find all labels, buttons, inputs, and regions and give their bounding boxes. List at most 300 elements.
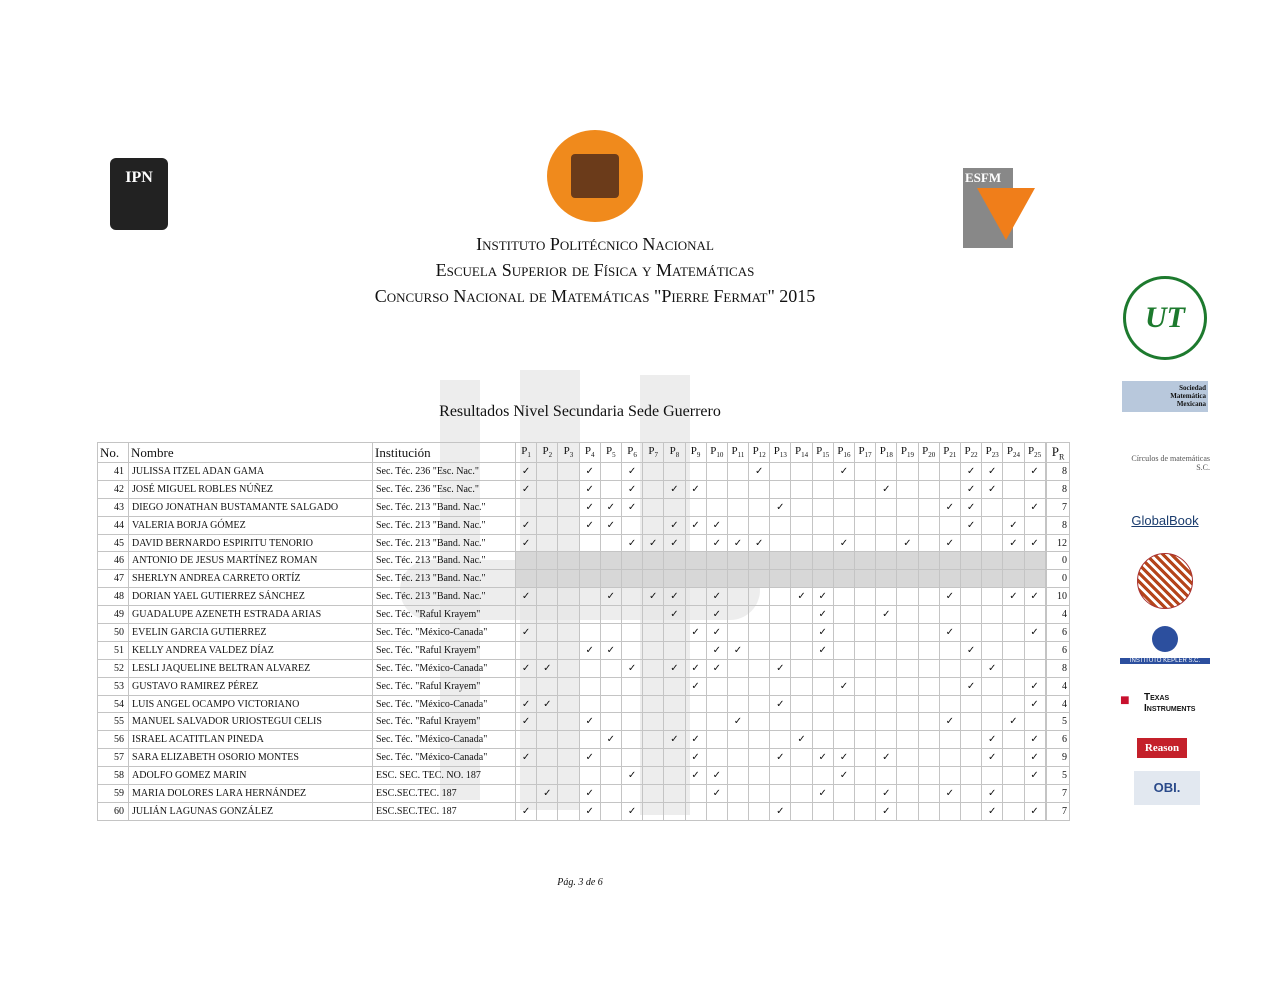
table-row [98, 463, 1046, 481]
problem-cell-p10 [706, 695, 727, 713]
problem-cell-p8 [664, 480, 685, 498]
problem-cell-p20 [918, 641, 939, 659]
problem-cell-p20 [918, 785, 939, 803]
problem-cell-p17 [855, 802, 876, 820]
p-label: P [773, 445, 780, 458]
problem-cell-p2 [537, 498, 558, 516]
page-number: Pág. 3 de 6 [557, 877, 603, 888]
check-icon: ✓ [606, 591, 616, 603]
problem-cell-p11 [727, 695, 748, 713]
problem-cell-p4 [579, 570, 600, 588]
p-index: 3 [569, 451, 574, 460]
p-label: P [627, 445, 634, 458]
check-icon: ✓ [776, 662, 785, 674]
problem-cell-p14 [791, 713, 812, 731]
problem-cell-p17 [855, 463, 876, 481]
problem-cell-p10 [706, 677, 727, 695]
problem-cell-p12 [749, 463, 770, 481]
problem-cell-p23 [982, 659, 1003, 677]
problem-cell-p2 [537, 785, 558, 803]
p-index: 19 [907, 451, 915, 460]
problem-cell-p5 [600, 785, 621, 803]
problem-cell-p19 [897, 480, 918, 498]
score-row [1047, 677, 1070, 695]
p-label: P [690, 445, 697, 458]
score-header-sub: R [1058, 452, 1065, 462]
score-value: 0 [1047, 552, 1070, 570]
p-index: 22 [970, 451, 978, 460]
problem-cell-p17 [855, 641, 876, 659]
problem-cell-p14 [791, 731, 812, 749]
problem-cell-p8 [664, 677, 685, 695]
problem-cell-p20 [918, 624, 939, 642]
problem-cell-p9 [685, 606, 706, 624]
check-icon: ✓ [543, 698, 552, 710]
problem-cell-p10 [706, 713, 727, 731]
column-header-p1 [516, 443, 537, 463]
problem-cell-p21 [939, 731, 960, 749]
problem-cell-p20 [918, 731, 939, 749]
esfm-logo-text: ESFM [965, 170, 1002, 185]
problem-cell-p6 [621, 624, 642, 642]
problem-cell-p4 [579, 463, 600, 481]
check-icon: ✓ [691, 483, 700, 495]
problem-cell-p8 [664, 641, 685, 659]
problem-cell-p18 [876, 749, 897, 767]
column-header-p2 [537, 443, 558, 463]
score-row [1047, 588, 1070, 606]
problem-cell-p1 [516, 588, 537, 606]
problem-cell-p1 [516, 570, 537, 588]
problem-cell-p9 [685, 659, 706, 677]
check-icon: ✓ [543, 787, 552, 799]
smm-logo: Sociedad Matemática Mexicana [1122, 381, 1208, 412]
problem-cell-p22 [960, 767, 981, 785]
problem-cell-p19 [897, 641, 918, 659]
problem-cell-p20 [918, 516, 939, 534]
problem-cell-p11 [727, 498, 748, 516]
problem-cell-p21 [939, 713, 960, 731]
problem-cell-p3 [558, 749, 579, 767]
problem-cell-p23 [982, 534, 1003, 552]
problem-cell-p16 [833, 534, 854, 552]
problem-cell-p23 [982, 677, 1003, 695]
kepler-logo [1120, 626, 1210, 664]
p-label: P [985, 445, 992, 458]
institution: ESC. SEC. TEC. NO. 187 [373, 767, 516, 785]
problem-cell-p15 [812, 498, 833, 516]
fermat-logo [547, 130, 643, 222]
table-row [98, 659, 1046, 677]
problem-cell-p22 [960, 749, 981, 767]
institution: Sec. Téc. 213 "Band. Nac." [373, 498, 516, 516]
problem-cell-p15 [812, 785, 833, 803]
score-row [1047, 534, 1070, 552]
problem-cell-p9 [685, 480, 706, 498]
problem-cell-p2 [537, 731, 558, 749]
check-icon: ✓ [670, 662, 679, 674]
check-icon: ✓ [1030, 770, 1039, 782]
problem-cell-p22 [960, 731, 981, 749]
problem-cell-p18 [876, 624, 897, 642]
problem-cell-p15 [812, 695, 833, 713]
problem-cell-p12 [749, 552, 770, 570]
score-value: 6 [1047, 731, 1070, 749]
problem-cell-p17 [855, 785, 876, 803]
student-name: ANTONIO DE JESUS MARTÍNEZ ROMAN [129, 552, 373, 570]
score-value: 8 [1047, 463, 1070, 481]
column-header-p19 [897, 443, 918, 463]
check-icon: ✓ [988, 662, 997, 674]
check-icon: ✓ [712, 644, 721, 656]
score-row [1047, 802, 1070, 820]
problem-cell-p8 [664, 767, 685, 785]
problem-cell-p3 [558, 659, 579, 677]
problem-cell-p12 [749, 767, 770, 785]
problem-cell-p24 [1003, 516, 1024, 534]
problem-cell-p11 [727, 767, 748, 785]
problem-cell-p14 [791, 624, 812, 642]
results-subtitle: Resultados Nivel Secundaria Sede Guerrero [439, 403, 721, 420]
problem-cell-p23 [982, 606, 1003, 624]
p-label: P [731, 445, 738, 458]
problem-cell-p2 [537, 749, 558, 767]
problem-cell-p25 [1024, 498, 1045, 516]
problem-cell-p12 [749, 749, 770, 767]
problem-cell-p5 [600, 534, 621, 552]
student-name: ADOLFO GOMEZ MARIN [129, 767, 373, 785]
check-icon: ✓ [712, 609, 721, 621]
column-header-p12 [749, 443, 770, 463]
check-icon: ✓ [1030, 591, 1039, 603]
p-index: 5 [612, 451, 616, 460]
problem-cell-p7 [643, 516, 664, 534]
problem-cell-p22 [960, 785, 981, 803]
problem-cell-p2 [537, 713, 558, 731]
problem-cell-p17 [855, 498, 876, 516]
problem-cell-p18 [876, 606, 897, 624]
problem-cell-p21 [939, 606, 960, 624]
problem-cell-p11 [727, 624, 748, 642]
row-number: 44 [98, 516, 129, 534]
p-index: 11 [737, 451, 745, 460]
problem-cell-p21 [939, 498, 960, 516]
problem-cell-p3 [558, 588, 579, 606]
problem-cell-p24 [1003, 480, 1024, 498]
row-number: 60 [98, 802, 129, 820]
problem-cell-p25 [1024, 659, 1045, 677]
check-icon: ✓ [627, 501, 637, 513]
check-icon: ✓ [1030, 805, 1039, 817]
problem-cell-p10 [706, 785, 727, 803]
problem-cell-p13 [770, 516, 791, 534]
problem-cell-p1 [516, 767, 537, 785]
score-value: 10 [1047, 588, 1070, 606]
check-icon: ✓ [585, 716, 594, 728]
problem-cell-p6 [621, 480, 642, 498]
problem-cell-p1 [516, 713, 537, 731]
check-icon: ✓ [521, 662, 531, 674]
header-line-contest: Concurso Nacional de Matemáticas "Pierre Fermat" 2015 [374, 286, 816, 306]
table-row [98, 677, 1046, 695]
problem-cell-p2 [537, 606, 558, 624]
problem-cell-p25 [1024, 713, 1045, 731]
problem-cell-p9 [685, 463, 706, 481]
p-label: P [563, 445, 570, 458]
problem-cell-p24 [1003, 731, 1024, 749]
problem-cell-p17 [855, 606, 876, 624]
problem-cell-p14 [791, 802, 812, 820]
problem-cell-p15 [812, 516, 833, 534]
check-icon: ✓ [670, 537, 679, 549]
row-number: 50 [98, 624, 129, 642]
row-number: 59 [98, 785, 129, 803]
problem-cell-p12 [749, 695, 770, 713]
problem-cell-p22 [960, 480, 981, 498]
institution: Sec. Téc. 236 "Esc. Nac." [373, 463, 516, 481]
problem-cell-p22 [960, 534, 981, 552]
score-row [1047, 641, 1070, 659]
problem-cell-p1 [516, 731, 537, 749]
table-row [98, 713, 1046, 731]
problem-cell-p4 [579, 695, 600, 713]
problem-cell-p2 [537, 677, 558, 695]
check-icon: ✓ [818, 591, 827, 603]
problem-cell-p8 [664, 802, 685, 820]
problem-cell-p4 [579, 802, 600, 820]
header-line-school: Escuela Superior de Física y Matemáticas [435, 260, 755, 280]
row-number: 55 [98, 713, 129, 731]
problem-cell-p24 [1003, 624, 1024, 642]
check-icon: ✓ [818, 609, 827, 621]
problem-cell-p13 [770, 463, 791, 481]
problem-cell-p1 [516, 677, 537, 695]
institution: Sec. Téc. "México-Canada" [373, 624, 516, 642]
problem-cell-p21 [939, 480, 960, 498]
table-row [98, 570, 1046, 588]
check-icon: ✓ [776, 752, 785, 764]
problem-cell-p25 [1024, 534, 1045, 552]
column-header-p23 [982, 443, 1003, 463]
institution: Sec. Téc. "México-Canada" [373, 659, 516, 677]
check-icon: ✓ [585, 465, 594, 477]
problem-cell-p25 [1024, 570, 1045, 588]
row-number: 49 [98, 606, 129, 624]
problem-cell-p20 [918, 534, 939, 552]
problem-cell-p8 [664, 552, 685, 570]
column-header-p7 [643, 443, 664, 463]
problem-cell-p11 [727, 677, 748, 695]
problem-cell-p25 [1024, 463, 1045, 481]
problem-cell-p12 [749, 624, 770, 642]
problem-cell-p13 [770, 552, 791, 570]
check-icon: ✓ [649, 591, 658, 603]
p-label: P [1028, 445, 1035, 458]
check-icon: ✓ [1030, 465, 1039, 477]
check-icon: ✓ [818, 626, 827, 638]
problem-cell-p15 [812, 749, 833, 767]
score-value: 8 [1047, 516, 1070, 534]
problem-cell-p2 [537, 767, 558, 785]
p-label: P [943, 445, 950, 458]
problem-cell-p19 [897, 516, 918, 534]
problem-cell-p2 [537, 641, 558, 659]
row-number: 54 [98, 695, 129, 713]
problem-cell-p18 [876, 516, 897, 534]
institution: Sec. Téc. "México-Canada" [373, 695, 516, 713]
check-icon: ✓ [988, 805, 997, 817]
check-icon: ✓ [1009, 519, 1018, 531]
problem-cell-p3 [558, 695, 579, 713]
row-number: 42 [98, 480, 129, 498]
check-icon: ✓ [882, 483, 891, 495]
check-icon: ✓ [945, 537, 955, 549]
problem-cell-p12 [749, 570, 770, 588]
problem-cell-p10 [706, 534, 727, 552]
score-value: 5 [1047, 713, 1070, 731]
problem-cell-p6 [621, 731, 642, 749]
check-icon: ✓ [606, 519, 616, 531]
problem-cell-p12 [749, 606, 770, 624]
check-icon: ✓ [521, 465, 531, 477]
problem-cell-p14 [791, 570, 812, 588]
score-row [1047, 463, 1070, 481]
column-header-p5 [600, 443, 621, 463]
problem-cell-p23 [982, 588, 1003, 606]
problem-cell-p20 [918, 677, 939, 695]
p-label: P [816, 445, 823, 458]
row-number: 53 [98, 677, 129, 695]
problem-cell-p14 [791, 498, 812, 516]
problem-cell-p13 [770, 767, 791, 785]
problem-cell-p16 [833, 606, 854, 624]
problem-cell-p4 [579, 606, 600, 624]
student-name: LESLI JAQUELINE BELTRAN ALVAREZ [129, 659, 373, 677]
check-icon: ✓ [945, 591, 955, 603]
table-row [98, 731, 1046, 749]
institution: ESC.SEC.TEC. 187 [373, 785, 516, 803]
row-number: 52 [98, 659, 129, 677]
problem-cell-p6 [621, 498, 642, 516]
problem-cell-p10 [706, 749, 727, 767]
problem-cell-p5 [600, 677, 621, 695]
problem-cell-p22 [960, 552, 981, 570]
problem-cell-p13 [770, 624, 791, 642]
score-table [1046, 442, 1070, 821]
problem-cell-p3 [558, 463, 579, 481]
column-header-p25 [1024, 443, 1045, 463]
problem-cell-p6 [621, 713, 642, 731]
problem-cell-p11 [727, 749, 748, 767]
problem-cell-p17 [855, 767, 876, 785]
column-header-p6 [621, 443, 642, 463]
check-icon: ✓ [691, 770, 700, 782]
check-icon: ✓ [1009, 591, 1018, 603]
problem-cell-p21 [939, 677, 960, 695]
problem-cell-p10 [706, 588, 727, 606]
problem-cell-p12 [749, 641, 770, 659]
score-row [1047, 516, 1070, 534]
problem-cell-p17 [855, 624, 876, 642]
problem-cell-p9 [685, 695, 706, 713]
problem-cell-p17 [855, 749, 876, 767]
problem-cell-p18 [876, 552, 897, 570]
problem-cell-p12 [749, 731, 770, 749]
problem-cell-p13 [770, 802, 791, 820]
check-icon: ✓ [754, 465, 764, 477]
problem-cell-p11 [727, 713, 748, 731]
problem-cell-p22 [960, 463, 981, 481]
check-icon: ✓ [945, 501, 955, 513]
problem-cell-p3 [558, 570, 579, 588]
problem-cell-p14 [791, 588, 812, 606]
problem-cell-p9 [685, 570, 706, 588]
check-icon: ✓ [1030, 752, 1039, 764]
problem-cell-p16 [833, 677, 854, 695]
problem-cell-p22 [960, 659, 981, 677]
problem-cell-p14 [791, 534, 812, 552]
score-value: 7 [1047, 802, 1070, 820]
problem-cell-p20 [918, 749, 939, 767]
p-index: 14 [801, 451, 809, 460]
problem-cell-p6 [621, 552, 642, 570]
check-icon: ✓ [903, 537, 912, 549]
table-row [98, 606, 1046, 624]
problem-cell-p12 [749, 802, 770, 820]
problem-cell-p13 [770, 641, 791, 659]
problem-cell-p11 [727, 731, 748, 749]
problem-cell-p24 [1003, 588, 1024, 606]
problem-cell-p19 [897, 463, 918, 481]
column-header-p16 [833, 443, 854, 463]
problem-cell-p11 [727, 641, 748, 659]
problem-cell-p9 [685, 677, 706, 695]
problem-cell-p5 [600, 659, 621, 677]
column-header-no: No. [98, 443, 129, 463]
problem-cell-p6 [621, 534, 642, 552]
problem-cell-p23 [982, 802, 1003, 820]
check-icon: ✓ [606, 734, 616, 746]
problem-cell-p6 [621, 695, 642, 713]
problem-cell-p8 [664, 606, 685, 624]
problem-cell-p20 [918, 570, 939, 588]
problem-cell-p15 [812, 659, 833, 677]
check-icon: ✓ [988, 787, 997, 799]
check-icon: ✓ [521, 537, 531, 549]
problem-cell-p23 [982, 767, 1003, 785]
score-value: 8 [1047, 480, 1070, 498]
problem-cell-p6 [621, 677, 642, 695]
row-number: 58 [98, 767, 129, 785]
problem-cell-p18 [876, 463, 897, 481]
student-name: DORIAN YAEL GUTIERREZ SÁNCHEZ [129, 588, 373, 606]
problem-cell-p10 [706, 552, 727, 570]
problem-cell-p21 [939, 534, 960, 552]
check-icon: ✓ [585, 519, 594, 531]
student-name: LUIS ANGEL OCAMPO VICTORIANO [129, 695, 373, 713]
check-icon: ✓ [1030, 626, 1039, 638]
check-icon: ✓ [691, 519, 700, 531]
institution: Sec. Téc. 213 "Band. Nac." [373, 588, 516, 606]
score-value: 8 [1047, 659, 1070, 677]
problem-cell-p25 [1024, 749, 1045, 767]
kepler-logo-text: INSTITUTO KEPLER S.C. [1120, 658, 1210, 664]
student-name: GUADALUPE AZENETH ESTRADA ARIAS [129, 606, 373, 624]
problem-cell-p25 [1024, 695, 1045, 713]
problem-cell-p16 [833, 785, 854, 803]
problem-cell-p20 [918, 695, 939, 713]
problem-cell-p5 [600, 588, 621, 606]
